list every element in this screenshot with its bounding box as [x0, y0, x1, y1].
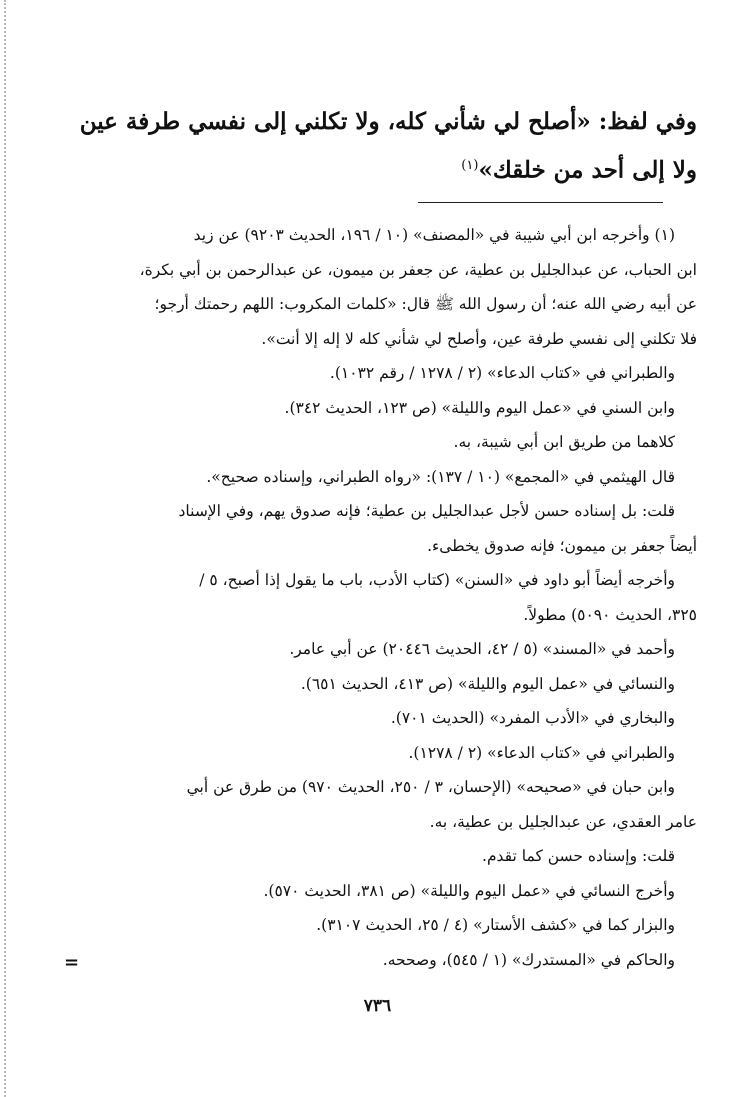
footnote-line: وابن السني في «عمل اليوم والليلة» (ص ١٢٣، الحديث ٣٤٢). — [284, 398, 675, 417]
footnote-line: كلاهما من طريق ابن أبي شيبة، به. — [453, 433, 675, 451]
main-text-line: وفي لفظ: «أصلح لي شأني كله، ولا تكلني إلى نفسي طرفة عين — [79, 108, 697, 135]
footnote-line: والبزار كما في «كشف الأستار» (٤ / ٢٥، الحديث ٣١٠٧). — [316, 916, 675, 934]
footnote-line: والبخاري في «الأدب المفرد» (الحديث ٧٠١). — [390, 709, 675, 727]
main-text — [50, 100, 697, 193]
footnote-line: وأخرج النسائي في «عمل اليوم والليلة» (ص ٣٨١، الحديث ٥٧٠). — [263, 881, 675, 900]
main-text-line — [50, 144, 697, 193]
footnote-line: والطبراني في «كتاب الدعاء» (٢ / ١٢٧٨ / رقم ١٠٣٢). — [329, 364, 675, 382]
main-text-line-content: ولا إلى أحد من خلقك» — [478, 156, 697, 184]
footnote-line: وأحمد في «المسند» (٥ / ٤٢، الحديث ٢٠٤٤٦) عن أبي عامر. — [289, 640, 675, 658]
footnote-line: ابن الحباب، عن عبدالجليل بن عطية، عن جعفر بن ميمون، عن عبدالرحمن بن أبي بكرة، — [139, 260, 697, 279]
footnote-line: قلت: بل إسناده حسن لأجل عبدالجليل بن عطية؛ فإنه صدوق يهم، وفي الإسناد — [178, 502, 675, 520]
page-number: ٧٣٦ — [363, 996, 392, 1016]
footnote-line: والنسائي في «عمل اليوم والليلة» (ص ٤١٣، الحديث ٦٥١). — [300, 674, 675, 693]
footnote-line: قلت: وإسناده حسن كما تقدم. — [482, 847, 675, 865]
footnote-line: وأخرجه أيضاً أبو داود في «السنن» (كتاب الأدب، باب ما يقول إذا أصبح، ٥ / — [199, 571, 675, 589]
footnote-line: والطبراني في «كتاب الدعاء» (٢ / ١٢٧٨). — [408, 743, 675, 762]
footnote-line: فلا تكلني إلى نفسي طرفة عين، وأصلح لي شأني كله لا إله إلا أنت». — [261, 329, 697, 348]
footnotes — [50, 218, 697, 977]
footnote-divider — [418, 202, 663, 203]
footnote-line: أيضاً جعفر بن ميمون؛ فإنه صدوق يخطىء. — [427, 536, 697, 555]
footnote-line: وابن حبان في «صحيحه» (الإحسان، ٣ / ٢٥٠، الحديث ٩٧٠) من طرق عن أبي — [186, 778, 675, 796]
footnote-line: (١) وأخرجه ابن أبي شيبة في «المصنف» (١٠ / ١٩٦، الحديث ٩٢٠٣) عن زيد — [193, 226, 675, 244]
footnote-line: ٣٢٥، الحديث ٥٠٩٠) مطولاً. — [523, 605, 697, 624]
footnote-line: قال الهيثمي في «المجمع» (١٠ / ١٣٧): «رواه الطبراني، وإسناده صحيح». — [206, 467, 675, 486]
footnote-line: عامر العقدي، عن عبدالجليل بن عطية، به. — [429, 812, 697, 831]
continuation-mark: = — [64, 952, 80, 973]
footnote-line: عن أبيه رضي الله عنه؛ أن رسول الله ﷺ قال: «كلمات المكروب: اللهم رحمتك أرجو؛ — [154, 295, 697, 313]
footnote-line: والحاكم في «المستدرك» (١ / ٥٤٥)، وصححه. — [382, 950, 675, 969]
footnote-ref: (١) — [461, 158, 479, 173]
page-edge-dots — [4, 0, 6, 1097]
